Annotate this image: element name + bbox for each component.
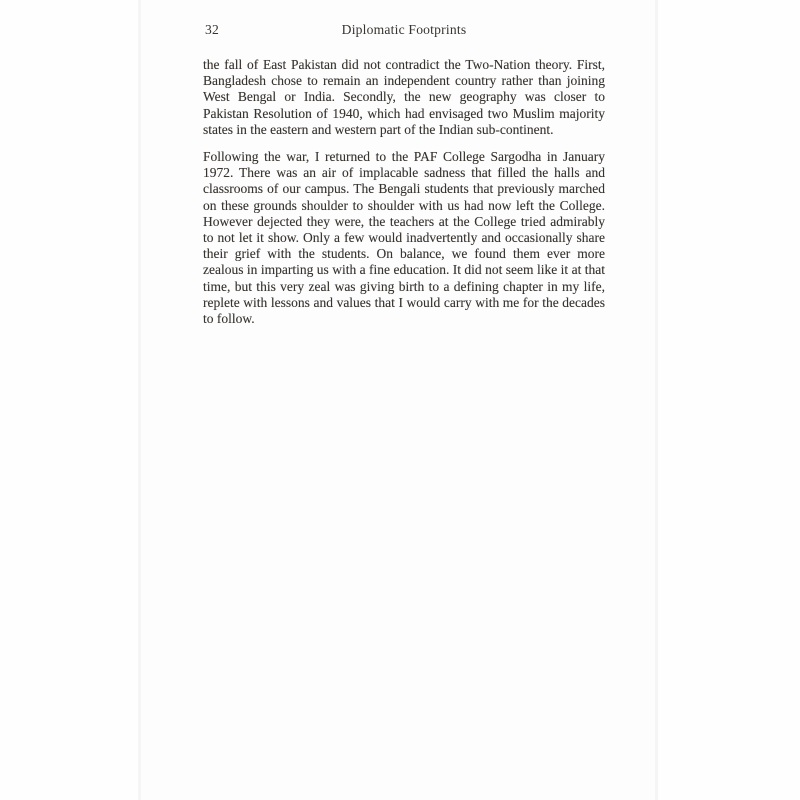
running-title: Diplomatic Footprints: [341, 22, 467, 37]
body-text: [203, 57, 605, 327]
page-content: [203, 0, 605, 338]
page-edge-right: [655, 0, 658, 800]
body-paragraph: Following the war, I returned to the PAF College Sargodha in January 1972. There was an air of implacable sadness that filled the halls and classrooms of our campus. The Bengali students that previously marched on these grounds shoulder to shoulder with us had now left the College. However dejected they were, the teachers at the College tried admirably to not let it show. Only a few would inadvertently and occasionally share their grief with the students. On balance, we found them ever more zealous in imparting us with a fine education. It did not seem like it at that time, but this very zeal was giving birth to a defining chapter in my life, replete with lessons and values that I would carry with me for the decades to follow.: [203, 149, 605, 327]
body-paragraph: the fall of East Pakistan did not contradict the Two-Nation theory. First, Bangladesh chose to remain an independent country rather than joining West Bengal or India. Secondly, the new geography was closer to Pakistan Resolution of 1940, which had envisaged two Muslim majority states in the eastern and western part of the Indian sub-continent.: [203, 57, 605, 137]
page-edge-left: [138, 0, 141, 800]
page-header: [203, 21, 605, 38]
page-number: 32: [205, 22, 219, 37]
